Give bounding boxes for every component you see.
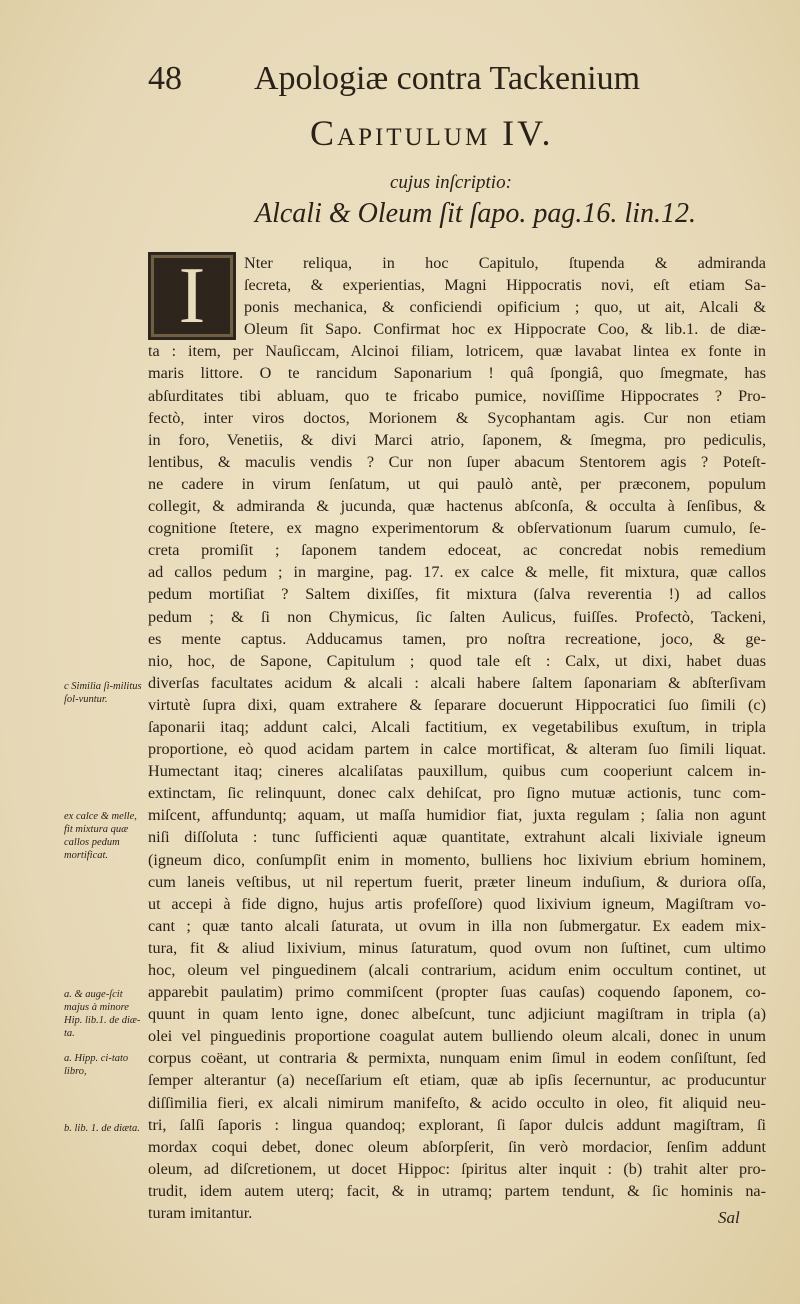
text-line: hoc, oleum vel pinguedinem (alcali contrarium, acidum enim occultum continet, ut [148, 961, 766, 979]
text-line: virtutè ſupra dixi, quam extrahere & ſeparare docuerunt Hippocratici ſuo ſimili (c) [148, 695, 766, 714]
chapter-subtitle: Alcali & Oleum ſit ſapo. pag.16. lin.12. [255, 198, 696, 229]
text-line: lentibus, & maculis vendis ? Cur non ſuper abacum Stentorem agis ? Poteſt- [148, 452, 766, 471]
text-line: ta : item, per Nauſiccam, Alcinoi filiam, lotricem, quæ lavabat lintea ex fonte in [148, 342, 766, 361]
text-line: ſecreta, & experientias, Magni Hippocratis novi, eſt etiam Sa- [244, 276, 766, 295]
text-line: tri, ſalſi ſaporis : lingua quandoq; explorant, ſi ſapor dulcis addunt magiſtram, ſi [148, 1115, 766, 1134]
text-line: turam imitantur. [148, 1204, 253, 1223]
text-line: in foro, Venetiis, & divi Marci atrio, ſaponem, & ſmegma, pro pediculis, [148, 430, 766, 449]
inscription-label: cujus inſcriptio: [390, 172, 512, 193]
text-line: miſcent, affunduntq; aquam, ut maſſa humidior fiat, juxta regulam ; ſalia non agunt [148, 806, 766, 825]
text-line: ne cadere in virum ſenſatum, ut qui paulò antè, per præconem, populum [148, 474, 766, 493]
text-line: Oleum ſit Sapo. Confirmat hoc ex Hippocrate Coo, & lib.1. de diæ- [244, 320, 766, 339]
text-line: diſſimilia fieri, ex alcali nimirum manifeſto, & acido occulto in oleo, fit aliquid neu- [148, 1093, 766, 1112]
text-line: Humectant itaq; cineres alcaliſatas pauxillum, quibus cum cooperiunt calcem in- [148, 762, 766, 781]
text-line: corpus coëant, ut contraria & permixta, nunquam enim ſimul in eodem conſiſtunt, ſed [148, 1049, 766, 1068]
body-text [148, 252, 766, 1224]
text-line: pedum mortiſiat ? Saltem dixiſſes, fit mixtura (ſalva reverentia !) ad callos [148, 585, 766, 604]
text-line: niſi diſſoluta : tunc ſufficienti aquæ quantitate, extrahunt alcali lixiviale igneum [148, 828, 766, 847]
text-line: es mente captus. Adducamus tamen, pro noſtra recreatione, joco, & ge- [148, 629, 766, 648]
text-line: fectò, inter viros doctos, Morionem & Sycophantam agis. Cur non etiam [148, 408, 766, 427]
text-line: creta promiſit ; ſaponem tandem edoceat, ac concredat nobis remedium [148, 541, 766, 560]
text-line: ſaponarii itaq; addunt calci, Alcali factitium, ex vegetabilibus exuſtum, in tripla [148, 717, 766, 736]
margin-note: c Similia ſi-militus ſol-vuntur. [64, 681, 142, 705]
margin-note: a. & auge-ſcit majus à minore Hip. lib.1. de diæ-ta. [64, 989, 141, 1039]
text-line: collegit, & admiranda & jucunda, quæ hactenus abſconſa, & occulta à ſenſibus, & [148, 497, 766, 516]
margin-note: a. Hipp. ci-tato libro, [64, 1053, 129, 1077]
page-number: 48 [148, 60, 182, 97]
text-line: ad callos pedum ; in margine, pag. 17. ex calce & melle, fit mixtura, quæ callos [148, 563, 766, 582]
text-line: maris littore. O te rancidum Saponarium ! quâ ſpongiâ, quo ſmegmate, has [148, 364, 766, 383]
chapter-title: Capitulum IV. [310, 113, 554, 153]
text-line: diverſas facultates acidum & alcali : alcali habere ſaltem ſaponariam & abſterſivam [148, 673, 766, 692]
text-line: cum laneis veſtibus, ut nil repertum fuerit, præter lineum induſium, & duriora oſſa, [148, 872, 766, 891]
text-line: cognitione ſtetere, ex magno experimentorum & obſervationum ſuarum cumulo, ſe- [148, 519, 766, 538]
text-line: tura, fit & aliud lixivium, minus ſaturatum, quod ovum non ſuſtinet, cum ultimo [148, 938, 766, 957]
margin-note: ex calce & melle, fit mixtura quæ callos pedum mortificat. [64, 811, 137, 861]
margin-note: b. lib. 1. de diæta. [64, 1123, 140, 1134]
page-header [148, 52, 708, 104]
catchword: Sal [718, 1208, 740, 1227]
text-line: nio, hoc, de Sapone, Capitulum ; quod tale eſt : Calx, ut dixi, habet duas [148, 651, 766, 670]
text-line: ſemper alterantur (a) neceſſarium eſt etiam, quæ ab ipſis ſecernuntur, ac producuntur [148, 1071, 766, 1090]
text-line: pedum ; & ſi non Chymicus, ſic ſalten Aulicus, fuiſſes. Profectò, Tackeni, [148, 607, 766, 626]
text-line: Nter reliqua, in hoc Capitulo, ſtupenda & admiranda [244, 254, 766, 272]
text-line: mordax coqui debet, donec oleum abſorpſerit, ſin verò mordacior, ſenſim addunt [148, 1137, 766, 1156]
text-line: extinctam, ſic relinquunt, donec calx dehiſcat, pro ſigno mutuæ actionis, tunc com- [148, 784, 766, 803]
text-line: apparebit paulatim) primo commiſcent (propter ſuas cauſas) coquendo ſaponem, co- [148, 983, 766, 1002]
drop-cap: I [148, 252, 236, 340]
text-line: cant ; quæ tanto alcali ſaturata, ut ovum in illa non ſubmergatur. Ex eadem mix- [148, 916, 766, 935]
text-line: (igneum dico, conſumpſit enim in momento, bulliens hoc lixivium ebrium hominem, [148, 850, 766, 869]
text-line: quunt in quam lento igne, donec albeſcunt, tunc adjiciunt magiſtram in tripla (a) [148, 1005, 766, 1024]
running-title: Apologiæ contra Tackenium [254, 60, 641, 97]
text-line: proportione, eò quod acidam partem in calce mortificat, & alteram ſuo ſimili liquat. [148, 740, 766, 759]
text-line: olei vel pinguedinis proportione coagulat autem bulliendo oleum alcali, donec in unum [148, 1027, 766, 1046]
text-line: trudit, idem autem uterq; facit, & in utramq; partem tendunt, & ſic hominis na- [148, 1181, 766, 1200]
text-line: ponis mechanica, & conficiendi opificium ; quo, ut ait, Alcali & [244, 298, 766, 317]
text-line: oleum, ad diſcretionem, ut docet Hippoc: ſpiritus alter inquit : (b) trahit alter pro- [148, 1159, 766, 1178]
text-line: ut accepi à fide digno, hujus artis profeſſore) quod lixivium igneum, Magiſtram vo- [148, 894, 766, 913]
text-line: abſurditates tibi abluam, quo te fricabo pumice, noviſſime Hippocrates ? Pro- [148, 386, 766, 405]
